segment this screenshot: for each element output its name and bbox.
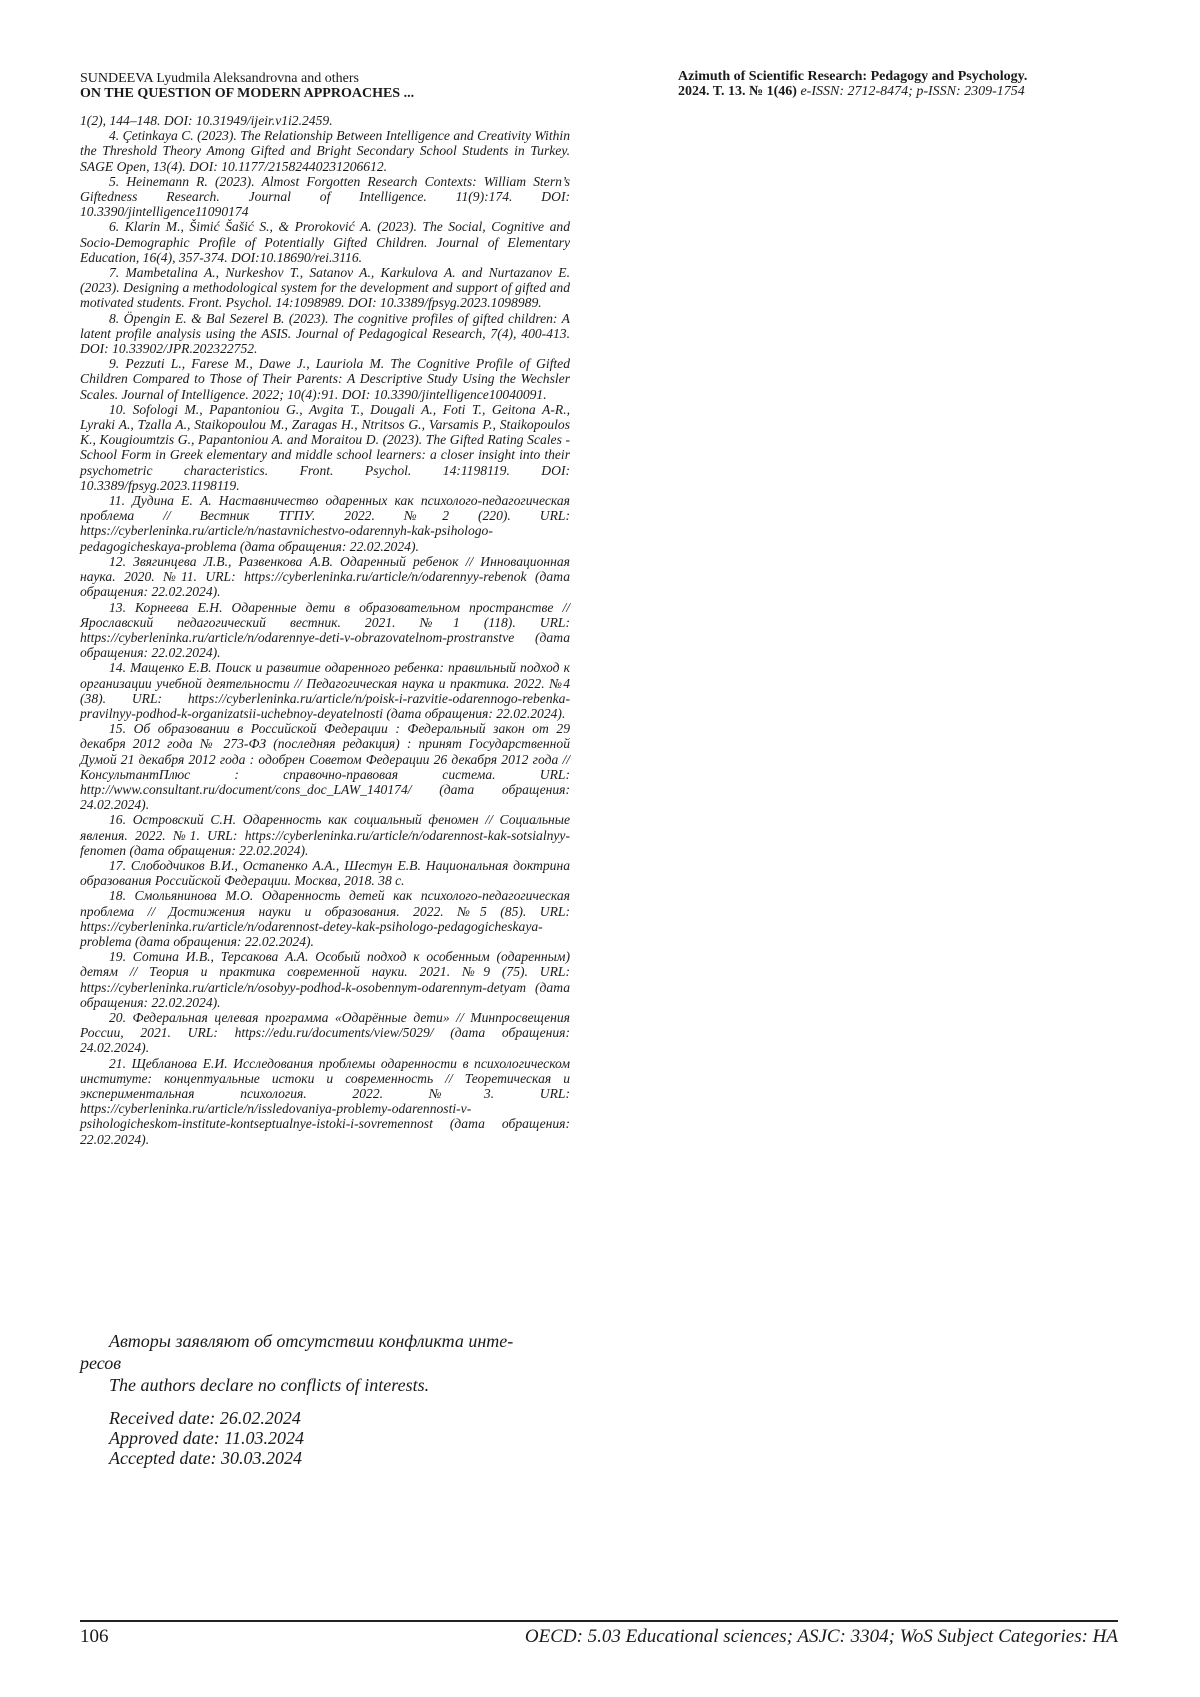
- reference-item: 14. Мащенко Е.В. Поиск и развитие одаренного ребенка: правильный подход к организации учебной деятельности // Педагогическая наука и практика. 2022. №4 (38). URL: https://cyberleninka.ru/article/n/poisk-i-razvitie-odarennogo-rebenka-pravilnyy-podhod-k-organizatsii-uchebnoy-deyatelnosti (дата обращения: 22.02.2024).: [80, 660, 570, 721]
- footer-divider: [80, 1620, 1118, 1622]
- reference-item: 18. Смольянинова М.О. Одаренность детей как психолого-педагогическая проблема // Достижения науки и образования. 2022. №5 (85). URL: https://cyberleninka.ru/article/n/odarennost-detey-kak-psihologo-pedagogicheskaya-problema (дата обращения: 22.02.2024).: [80, 888, 570, 949]
- header-issn: e-ISSN: 2712-8474; p-ISSN: 2309-1754: [796, 84, 1025, 99]
- conflict-statement-ru: Авторы заявляют об отсутствии конфликта инте-: [109, 1331, 514, 1351]
- article-dates: [109, 1408, 569, 1468]
- reference-item: 7. Mambetalina A., Nurkeshov T., Satanov A., Karkulova A. and Nurtazanov E. (2023). Designing a methodological system for the development and support of gifted and motivated students. Front. Psychol. 14:1098989. DOI: 10.3389/fpsyg.2023.1098989.: [80, 265, 570, 311]
- reference-list: [80, 113, 570, 1147]
- running-header-left: [80, 71, 640, 101]
- page-number: 106: [80, 1626, 109, 1647]
- subject-classification: OECD: 5.03 Educational sciences; ASJC: 3304; WoS Subject Categories: HA: [524, 1626, 1118, 1647]
- header-authors: SUNDEEVA Lyudmila Aleksandrovna and others: [80, 71, 359, 86]
- reference-continuation: 1(2), 144–148. DOI: 10.31949/ijeir.v1i2.2459.: [80, 113, 333, 128]
- reference-item: 13. Корнеева Е.Н. Одаренные дети в образовательном пространстве // Ярославский педагогический вестник. 2021. №1 (118). URL: https://cyberleninka.ru/article/n/odarennye-deti-v-obrazovatelnom-prostranstve (дата обращения: 22.02.2024).: [80, 599, 570, 661]
- header-issue: [678, 84, 1118, 99]
- reference-item: 19. Сотина И.В., Терсакова А.А. Особый подход к особенным (одаренным) детям // Теория и практика современной науки. 2021. №9 (75). URL: https://cyberleninka.ru/article/n/osobyy-podhod-k-osobennym-odarennym-detyam (дата обращения: 22.02.2024).: [80, 949, 570, 1010]
- approved-date: Approved date: 11.03.2024: [109, 1428, 304, 1448]
- reference-item: 21. Щебланова Е.И. Исследования проблемы одаренности в психологическом институте: концептуальные истоки и современность // Теоретическая и экспериментальная психология. 2022. №3. URL: https://cyberleninka.ru/article/n/issledovaniya-problemy-odarennosti-v-psihologicheskom-institute-kontseptualnye-istoki-i-sovremennost (дата обращения: 22.02.2024).: [80, 1055, 570, 1147]
- received-date: Received date: 26.02.2024: [109, 1408, 301, 1428]
- reference-item: 17. Слободчиков В.И., Остапенко А.А., Шестун Е.В. Национальная доктрина образования Российской Федерации. Москва, 2018. 38 с.: [80, 857, 570, 889]
- accepted-date: Accepted date: 30.03.2024: [109, 1448, 302, 1468]
- conflict-statement-en: The authors declare no conflicts of interests.: [109, 1375, 430, 1395]
- reference-item: 5. Heinemann R. (2023). Almost Forgotten Research Contexts: William Stern’s Giftedness Research. Journal of Intelligence. 11(9):174. DOI: 10.3390/jintelligence11090174: [80, 173, 570, 220]
- header-journal-name: Azimuth of Scientific Research: Pedagogy and Psychology.: [678, 69, 1028, 84]
- reference-item: 12. Звягинцева Л.В., Развенкова А.В. Одаренный ребенок // Инновационная наука. 2020. №11. URL: https://cyberleninka.ru/article/n/odarennyy-rebenok (дата обращения: 22.02.2024).: [80, 553, 570, 600]
- reference-item: 15. Об образовании в Российской Федерации : Федеральный закон от 29 декабря 2012 года № 273-ФЗ (последняя редакция) : принят Государственной Думой 21 декабря 2012 года : одобрен Советом Федерации 26 декабря 2012 года // КонсультантПлюс : справочно-правовая система. URL: http://www.consultant.ru/document/cons_doc_LAW_140174/ (дата обращения: 24.02.2024).: [80, 721, 570, 813]
- conflict-statement-ru-cont: ресов: [80, 1353, 122, 1373]
- reference-item: 4. Çetinkaya C. (2023). The Relationship Between Intelligence and Creativity Within the Threshold Theory Among Gifted and Bright Secondary School Students in Turkey. SAGE Open, 13(4). DOI: 10.1177/21582440231206612.: [80, 128, 570, 174]
- header-issue-number: 2024. T. 13. № 1(46): [678, 84, 797, 99]
- reference-item: 6. Klarin M., Šimić Šašić S., & Proroković A. (2023). The Social, Cognitive and Socio-Demographic Profile of Potentially Gifted Children. Journal of Elementary Education, 16(4), 357-374. DOI:10.18690/rei.3116.: [80, 219, 570, 265]
- reference-item: 8. Öpengin E. & Bal Sezerel B. (2023). The cognitive profiles of gifted children: A latent profile analysis using the ASIS. Journal of Pedagogical Research, 7(4), 400-413. DOI: 10.33902/JPR.202322752.: [80, 310, 570, 357]
- reference-item: 11. Дудина Е. А. Наставничество одаренных как психолого-педагогическая проблема // Вестник ТГПУ. 2022. №2 (220). URL: https://cyberleninka.ru/article/n/nastavnichestvo-odarennyh-kak-psihologo-pedagogicheskaya-problema (дата обращения: 22.02.2024).: [80, 493, 570, 554]
- header-article-title: ON THE QUESTION OF MODERN APPROACHES ...: [80, 86, 415, 101]
- running-header-right: [678, 69, 1118, 99]
- reference-item: 16. Островский С.Н. Одаренность как социальный феномен // Социальные явления. 2022. №1. URL: https://cyberleninka.ru/article/n/odarennost-kak-sotsialnyy-fenomen (дата обращения: 22.02.2024).: [80, 812, 570, 858]
- conflict-statement: [80, 1330, 570, 1396]
- reference-item: 9. Pezzuti L., Farese M., Dawe J., Lauriola M. The Cognitive Profile of Gifted Children Compared to Those of Their Parents: A Descriptive Study Using the Wechsler Scales. Journal of Intelligence. 2022; 10(4):91. DOI: 10.3390/jintelligence10040091.: [80, 356, 570, 402]
- reference-item: 20. Федеральная целевая программа «Одарённые дети» // Минпросвещения России, 2021. URL: https://edu.ru/documents/view/5029/ (дата обращения: 24.02.2024).: [80, 1009, 570, 1056]
- reference-item: 10. Sofologi M., Papantoniou G., Avgita T., Dougali A., Foti T., Geitona A-R., Lyraki A., Tzalla A., Staikopoulou M., Zaragas H., Ntritsos G., Varsamis P., Staikopoulos K., Kougioumtzis G., Papantoniou A. and Moraitou D. (2023). The Gifted Rating Scales - School Form in Greek elementary and middle school learners: a closer insight into their psychometric characteristics. Front. Psychol. 14:1198119. DOI: 10.3389/fpsyg.2023.1198119.: [80, 401, 570, 493]
